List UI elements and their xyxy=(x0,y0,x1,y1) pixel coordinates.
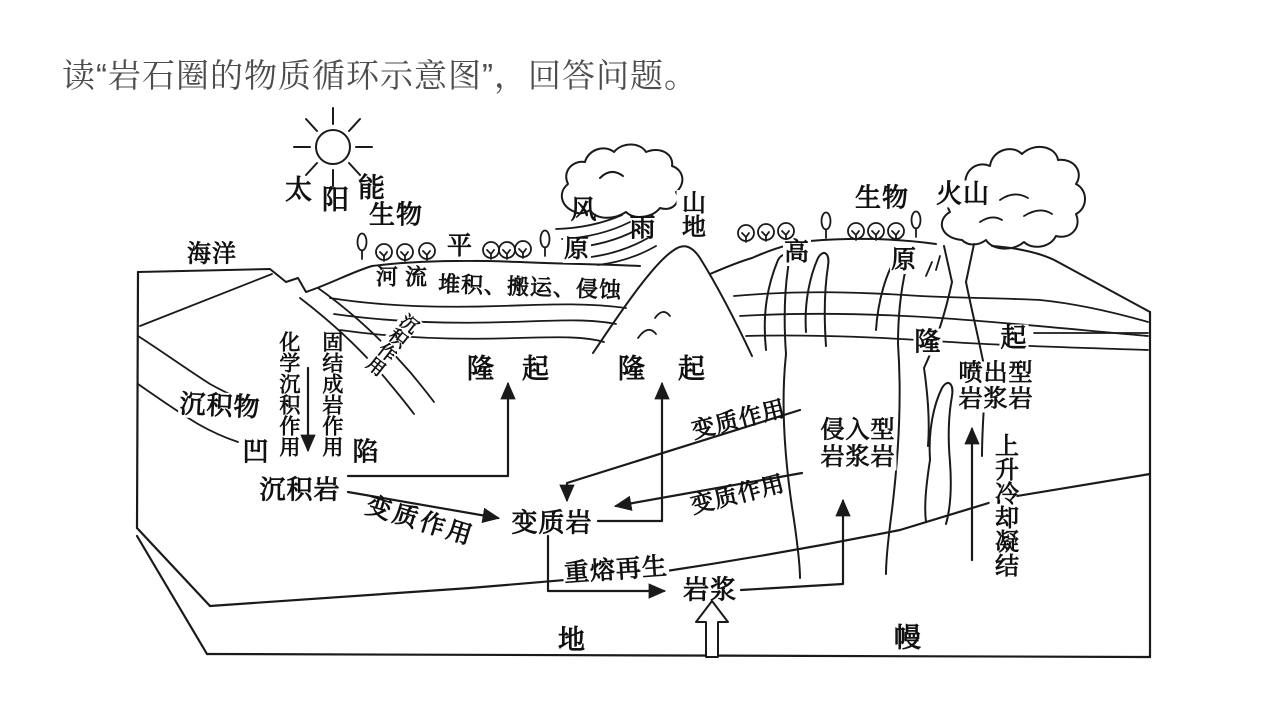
label-deposition: 沉积作用 xyxy=(362,309,423,379)
label-mantle-man: 幔 xyxy=(894,622,922,653)
label-uplift-left-qi: 起 xyxy=(522,353,550,384)
label-extrusive-line2: 岩浆岩 xyxy=(958,386,1034,413)
wind-rain-strokes xyxy=(556,215,656,265)
label-uplift-right-long: 隆 xyxy=(914,327,942,357)
label-lithification: 固结成岩作用 xyxy=(319,331,344,457)
label-mantle-di: 地 xyxy=(558,624,586,655)
label-biology-right: 生物 xyxy=(854,183,910,213)
smoke-cloud-icon xyxy=(942,147,1085,249)
label-subsidence-xian: 陷 xyxy=(352,437,380,467)
label-volcano: 火山 xyxy=(935,179,991,209)
trees-right xyxy=(738,212,921,243)
label-erosion: 堆积、搬运、侵蚀 xyxy=(437,271,623,303)
magma-intrusion-right xyxy=(925,383,952,524)
label-uplift-left-long: 隆 xyxy=(467,353,495,384)
mantle-upwelling-arrow xyxy=(696,601,728,657)
page-title: 读“岩石圈的物质循环示意图”，回答问题。 xyxy=(62,57,698,94)
label-plateau-yuan: 原 xyxy=(890,247,918,274)
arrow-intrusive-to-metamorphic-lower xyxy=(616,473,802,506)
label-chemical-sedimentation: 化学沉积作用 xyxy=(276,331,301,457)
label-metamorphic-rock: 变质岩 xyxy=(511,508,593,538)
label-rise-cool-condense: 上升冷却凝结 xyxy=(990,433,1017,577)
rain-cloud-icon xyxy=(562,145,683,218)
label-magma: 岩浆 xyxy=(682,575,738,605)
label-intrusive-line2: 岩浆岩 xyxy=(820,444,896,471)
arrow-sedimentary-uplift xyxy=(348,384,508,476)
label-sedimentary-rock: 沉积岩 xyxy=(259,475,341,505)
label-plain-ping: 平 xyxy=(446,233,474,260)
arrow-sedimentary-to-metamorphic xyxy=(348,492,498,518)
label-rain: 雨 xyxy=(629,213,657,243)
label-sun-neng: 能 xyxy=(358,172,386,203)
label-metamorphism-left: 变质作用 xyxy=(362,492,478,551)
label-sediment: 沉积物 xyxy=(178,389,262,423)
trees-left xyxy=(358,231,550,262)
arrow-intrusive-to-metamorphic-upper xyxy=(567,410,800,500)
label-uplift-right-qi: 起 xyxy=(1000,323,1028,353)
label-ocean: 海洋 xyxy=(187,241,237,268)
label-uplift-mid-qi: 起 xyxy=(678,353,706,384)
label-mountain: 山地 xyxy=(677,190,704,238)
arrow-remelting-to-magma xyxy=(548,536,664,591)
label-sun-tai: 太 xyxy=(285,174,313,205)
ground-surface xyxy=(138,236,1150,312)
label-plain-yuan: 原 xyxy=(563,236,591,263)
label-sun-yang: 阳 xyxy=(322,184,350,215)
label-intrusive-line1: 侵入型 xyxy=(820,417,896,444)
block-edges xyxy=(137,272,1150,657)
label-plateau-gao: 高 xyxy=(783,239,811,266)
label-wind: 风 xyxy=(570,195,598,225)
label-metamorphism-upper: 变质作用 xyxy=(689,395,789,444)
sun-icon xyxy=(294,108,372,186)
label-river: 河流 xyxy=(375,264,435,290)
label-extrusive-line1: 喷出型 xyxy=(958,360,1034,387)
flow-arrows xyxy=(308,368,972,591)
label-biology-left: 生物 xyxy=(368,200,424,230)
label-remelting: 重熔再生 xyxy=(563,553,669,588)
label-metamorphism-lower: 变质作用 xyxy=(688,470,788,519)
arrow-magma-to-intrusive xyxy=(741,501,843,590)
label-uplift-mid-long: 隆 xyxy=(618,353,646,384)
mountain-icon xyxy=(593,246,752,356)
volcano-conduit xyxy=(924,244,986,456)
label-subsidence-ao: 凹 xyxy=(242,437,270,467)
sea-floor-and-slope xyxy=(138,274,434,442)
